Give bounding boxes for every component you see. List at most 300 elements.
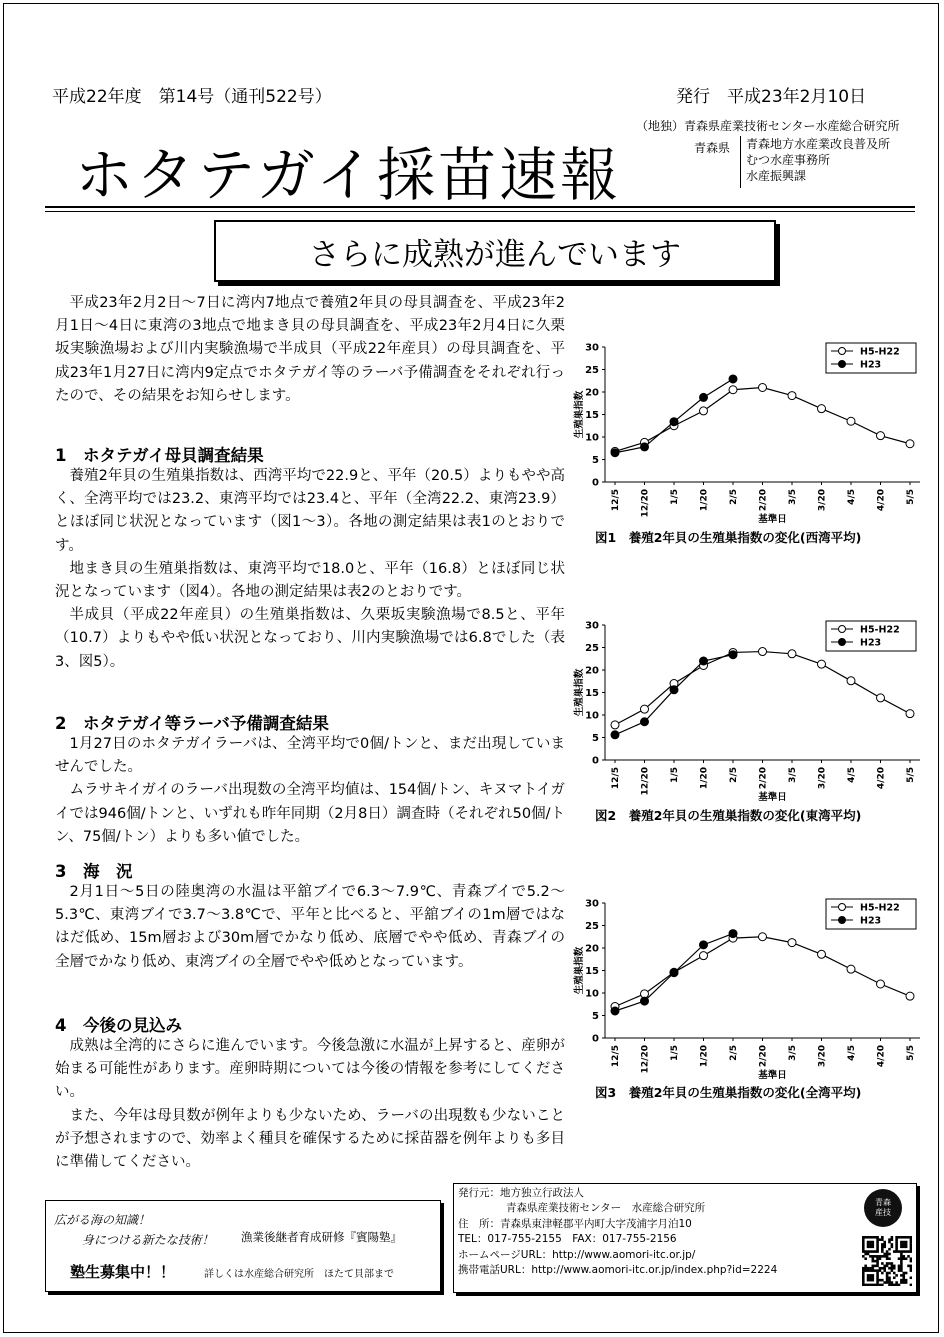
- qr-module: [888, 1241, 891, 1244]
- qr-module: [872, 1276, 875, 1279]
- org-bracket: [740, 136, 741, 188]
- qr-module: [900, 1260, 903, 1263]
- qr-module: [867, 1267, 870, 1270]
- y-tick-label: 20: [585, 943, 599, 955]
- x-axis-label: 基準日: [758, 792, 787, 803]
- qr-module: [898, 1284, 901, 1286]
- qr-module: [872, 1265, 875, 1268]
- qr-module: [867, 1284, 870, 1286]
- qr-module: [869, 1236, 872, 1239]
- qr-module: [905, 1257, 908, 1260]
- qr-module: [879, 1255, 882, 1258]
- data-point-H23: [670, 418, 678, 426]
- qr-module: [864, 1269, 867, 1272]
- y-tick-label: 25: [585, 365, 599, 376]
- qr-module: [902, 1274, 905, 1277]
- legend-label: H23: [860, 915, 882, 927]
- x-tick-label: 4/5: [847, 767, 857, 783]
- x-axis-label: 基準日: [758, 514, 787, 525]
- qr-module: [895, 1241, 898, 1244]
- section-heading: 2 ホタテガイ等ラーバ予備調査結果: [55, 714, 329, 733]
- qr-module: [900, 1246, 903, 1249]
- qr-module: [874, 1284, 877, 1286]
- qr-module: [881, 1248, 884, 1251]
- qr-module: [872, 1274, 875, 1277]
- qr-module: [876, 1236, 879, 1239]
- data-point-H5-H22: [847, 965, 855, 973]
- qr-module: [902, 1246, 905, 1249]
- qr-module: [874, 1236, 877, 1239]
- y-tick-label: 10: [585, 988, 599, 1000]
- qr-module: [881, 1267, 884, 1270]
- x-tick-label: 5/5: [906, 1045, 916, 1061]
- y-axis-label: 生殖巣指数: [574, 946, 585, 995]
- qr-module: [888, 1284, 891, 1286]
- qr-module: [869, 1267, 872, 1270]
- logo-text: 青森産技: [875, 1198, 891, 1217]
- qr-module: [867, 1236, 870, 1239]
- qr-module: [864, 1257, 867, 1260]
- qr-module: [869, 1274, 872, 1277]
- qr-module: [869, 1284, 872, 1286]
- qr-module: [883, 1246, 886, 1249]
- qr-module: [902, 1250, 905, 1253]
- qr-module: [910, 1269, 912, 1272]
- qr-module: [900, 1257, 903, 1260]
- qr-module: [867, 1274, 870, 1277]
- qr-module: [862, 1272, 865, 1275]
- data-point-H23: [729, 930, 737, 938]
- qr-module: [888, 1272, 891, 1275]
- qr-module: [910, 1241, 912, 1244]
- section-body: [55, 881, 565, 974]
- slogan-line-2: 身につける新たな技術！: [82, 1233, 214, 1247]
- data-point-H23: [729, 651, 737, 659]
- qr-module: [862, 1236, 865, 1239]
- legend-label: H23: [860, 359, 882, 371]
- data-point-H5-H22: [877, 980, 885, 988]
- qr-module: [872, 1257, 875, 1260]
- data-point-H23: [700, 657, 708, 665]
- y-tick-label: 5: [592, 1011, 599, 1022]
- qr-module: [910, 1238, 912, 1241]
- legend-label: H23: [860, 637, 882, 649]
- qr-module: [881, 1250, 884, 1253]
- data-point-H23: [700, 393, 708, 401]
- qr-module: [891, 1262, 894, 1265]
- qr-module: [879, 1257, 882, 1260]
- qr-module: [893, 1267, 896, 1270]
- legend-marker: [839, 639, 846, 646]
- x-tick-label: 5/5: [906, 767, 916, 783]
- qr-module: [886, 1281, 889, 1284]
- x-tick-label: 4/5: [847, 1045, 857, 1061]
- qr-module: [869, 1250, 872, 1253]
- qr-module: [876, 1262, 879, 1265]
- data-point-H23: [611, 1007, 619, 1015]
- data-point-H5-H22: [788, 650, 796, 658]
- paragraph: 半成貝（平成22年産貝）の生殖巣指数は、久栗坂実験漁場で8.5と、平年（10.7）よりもやや低い状況となっており、川内実験漁場では6.8でした（表3、図5）。: [55, 607, 565, 670]
- qr-module: [893, 1265, 896, 1268]
- qr-module: [876, 1272, 879, 1275]
- issue-number: 平成22年度 第14号（通刊522号）: [52, 87, 332, 107]
- qr-module: [876, 1238, 879, 1241]
- qr-module: [902, 1276, 905, 1279]
- qr-module: [910, 1276, 912, 1279]
- qr-module: [867, 1250, 870, 1253]
- qr-module: [881, 1284, 884, 1286]
- x-tick-label: 1/5: [670, 1045, 680, 1061]
- qr-module: [874, 1255, 877, 1258]
- qr-module: [898, 1265, 901, 1268]
- qr-module: [883, 1253, 886, 1256]
- chart-caption: 図1 養殖2年貝の生殖巣指数の変化(西湾平均): [595, 530, 862, 545]
- qr-module: [898, 1250, 901, 1253]
- issue-date: 発行 平成23年2月10日: [676, 87, 867, 107]
- paragraph: 2月1日～5日の陸奥湾の水温は平舘ブイで6.3～7.9℃、青森ブイで5.2～5.3℃、東湾ブイで3.7～3.8℃で、平年と比べると、平舘ブイの1m層ではなはだ低め、15m層および30m層でかなり低め、底層でやや低め、青森ブイの全層でかなり低め、東湾ブイの全層でやや低めとなっています。: [55, 884, 565, 970]
- org-prefecture: 青森県: [694, 141, 731, 155]
- paragraph: 養殖2年貝の生殖巣指数は、西湾平均で22.9と、平年（20.5）よりもやや高く、全湾平均では23.2、東湾平均では23.4と、平年（全湾22.2、東湾23.9）とほぼ同じ状況となっています（図1～3）。各地の測定結果は表1のとおりです。: [55, 468, 565, 554]
- qr-module: [876, 1257, 879, 1260]
- x-tick-label: 4/20: [876, 767, 887, 790]
- qr-module: [867, 1269, 870, 1272]
- qr-module: [876, 1255, 879, 1258]
- qr-module: [905, 1279, 908, 1282]
- qr-module: [883, 1255, 886, 1258]
- title-rule: [45, 206, 915, 208]
- y-tick-label: 0: [592, 1033, 599, 1045]
- qr-module: [886, 1262, 889, 1265]
- qr-module: [862, 1281, 865, 1284]
- qr-module: [881, 1272, 884, 1275]
- qr-module: [910, 1284, 912, 1286]
- legend-marker: [839, 917, 846, 924]
- qr-module: [872, 1241, 875, 1244]
- qr-module: [862, 1284, 865, 1286]
- qr-module: [895, 1248, 898, 1251]
- qr-module: [902, 1281, 905, 1284]
- x-tick-label: 1/20: [699, 767, 710, 790]
- qr-module: [900, 1269, 903, 1272]
- qr-module: [886, 1279, 889, 1282]
- qr-module: [891, 1243, 894, 1246]
- qr-module: [886, 1274, 889, 1277]
- series-line-H5-H22: [615, 937, 910, 1007]
- qr-module: [876, 1241, 879, 1244]
- qr-module: [869, 1255, 872, 1258]
- chart-caption: 図2 養殖2年貝の生殖巣指数の変化(東湾平均): [595, 808, 862, 823]
- qr-module: [905, 1281, 908, 1284]
- qr-module: [869, 1269, 872, 1272]
- x-tick-label: 12/5: [611, 1045, 621, 1068]
- paragraph: ムラサキイガイのラーバ出現数の全湾平均値は、154個/トン、キヌマトイガイでは946個/トンと、いずれも昨年同期（2月8日）調査時（それぞれ50個/トン、75個/トン）よりも多い値でした。: [55, 782, 565, 845]
- data-point-H5-H22: [700, 407, 708, 415]
- publisher-address: 住 所：青森県東津軽郡平内町大字茂浦字月泊10: [458, 1218, 692, 1230]
- qr-module: [874, 1250, 877, 1253]
- qr-module: [900, 1281, 903, 1284]
- chart-figure-2: [568, 613, 938, 828]
- x-tick-label: 1/5: [670, 489, 680, 505]
- x-tick-label: 1/20: [699, 489, 710, 512]
- qr-module: [864, 1253, 867, 1256]
- qr-module: [888, 1257, 891, 1260]
- x-tick-label: 1/5: [670, 767, 680, 783]
- publisher-phone: TEL：017-755-2155 FAX：017-755-2156: [458, 1233, 677, 1245]
- qr-module: [888, 1262, 891, 1265]
- qr-module: [891, 1269, 894, 1272]
- x-tick-label: 3/20: [817, 1045, 828, 1068]
- data-point-H23: [670, 686, 678, 694]
- legend-marker: [839, 361, 846, 368]
- qr-module: [910, 1260, 912, 1263]
- qr-module: [910, 1250, 912, 1253]
- qr-module: [872, 1260, 875, 1263]
- y-tick-label: 10: [585, 432, 599, 444]
- qr-module: [888, 1276, 891, 1279]
- data-point-H23: [700, 941, 708, 949]
- qr-module: [900, 1267, 903, 1270]
- data-point-H23: [641, 443, 649, 451]
- data-point-H5-H22: [847, 417, 855, 425]
- x-tick-label: 3/5: [788, 489, 798, 505]
- qr-module: [862, 1279, 865, 1282]
- qr-module: [872, 1250, 875, 1253]
- qr-module: [876, 1243, 879, 1246]
- x-axis-label: 基準日: [758, 1070, 787, 1081]
- qr-module: [907, 1236, 910, 1239]
- qr-module: [910, 1236, 912, 1239]
- x-tick-label: 2/5: [729, 767, 739, 783]
- data-point-H5-H22: [641, 705, 649, 713]
- qr-module: [902, 1236, 905, 1239]
- paragraph: また、今年は母貝数が例年よりも少ないため、ラーバの出現数も少ないことが予想されますので、効率よく種貝を確保するために採苗器を例年よりも多目に準備してください。: [55, 1107, 565, 1171]
- qr-module: [876, 1269, 879, 1272]
- qr-module: [895, 1281, 898, 1284]
- qr-module: [888, 1253, 891, 1256]
- intro-text: 平成23年2月2日～7日に湾内7地点で養殖2年貝の母貝調査を、平成23年2月1日～4日に東湾の3地点で地まき貝の母貝調査を、平成23年2月4日に久栗坂実験漁場および川内実験漁場で半成貝（平成22年産貝）の母貝調査を、平成23年1月27日に湾内9定点でホタテガイ等のラーバ予備調査をそれぞれ行ったので、その結果をお知らせします。: [55, 295, 565, 404]
- qr-module: [902, 1279, 905, 1282]
- qr-module: [900, 1274, 903, 1277]
- x-tick-label: 3/20: [817, 767, 828, 790]
- qr-module: [876, 1250, 879, 1253]
- qr-module: [893, 1272, 896, 1275]
- qr-module: [872, 1236, 875, 1239]
- y-tick-label: 30: [585, 898, 599, 910]
- qr-module: [876, 1265, 879, 1268]
- x-tick-label: 2/20: [758, 1045, 769, 1068]
- data-point-H5-H22: [906, 440, 914, 448]
- qr-module: [910, 1246, 912, 1249]
- chart-figure-3: [568, 891, 938, 1106]
- qr-module: [910, 1257, 912, 1260]
- qr-module: [862, 1274, 865, 1277]
- data-point-H23: [670, 969, 678, 977]
- publisher-name: 発行元：地方独立行政法人: [458, 1187, 584, 1199]
- qr-module: [867, 1279, 870, 1282]
- qr-module: [881, 1279, 884, 1282]
- section-heading: 4 今後の見込み: [55, 1016, 182, 1035]
- qr-module: [883, 1243, 886, 1246]
- data-point-H5-H22: [729, 386, 737, 394]
- data-point-H5-H22: [877, 432, 885, 440]
- data-point-H5-H22: [847, 677, 855, 685]
- legend-label: H5-H22: [860, 346, 900, 358]
- qr-code-icon[interactable]: [862, 1236, 912, 1286]
- y-tick-label: 20: [585, 665, 599, 677]
- qr-module: [881, 1246, 884, 1249]
- headline: さらに成熟が進んでいます: [214, 220, 776, 282]
- homepage-link[interactable]: ホームページURL：http://www.aomori-itc.or.jp/: [458, 1249, 696, 1261]
- y-tick-label: 30: [585, 620, 599, 632]
- recruit-detail: 詳しくは水産総合研究所 ほたて貝部まで: [204, 1269, 394, 1280]
- data-point-H5-H22: [700, 952, 708, 960]
- mobile-link[interactable]: 携帯電話URL：http://www.aomori-itc.or.jp/index.php?id=2224: [458, 1264, 778, 1276]
- qr-module: [893, 1276, 896, 1279]
- qr-module: [879, 1238, 882, 1241]
- qr-module: [872, 1284, 875, 1286]
- qr-module: [905, 1246, 908, 1249]
- qr-module: [895, 1284, 898, 1286]
- qr-module: [869, 1279, 872, 1282]
- qr-module: [886, 1257, 889, 1260]
- y-axis-label: 生殖巣指数: [574, 668, 585, 717]
- publisher-org: 青森県産業技術センター 水産総合研究所: [506, 1202, 706, 1214]
- y-tick-label: 0: [592, 477, 599, 489]
- qr-module: [862, 1255, 865, 1258]
- qr-module: [886, 1276, 889, 1279]
- page-title: ホタテガイ採苗速報: [75, 141, 622, 209]
- x-tick-label: 12/5: [611, 489, 621, 512]
- section-heading: 3 海 況: [55, 862, 133, 881]
- y-tick-label: 0: [592, 755, 599, 767]
- data-point-H5-H22: [788, 392, 796, 400]
- legend-marker: [839, 626, 846, 633]
- qr-module: [874, 1260, 877, 1263]
- qr-module: [862, 1238, 865, 1241]
- qr-module: [872, 1243, 875, 1246]
- qr-module: [886, 1253, 889, 1256]
- qr-module: [881, 1262, 884, 1265]
- qr-module: [910, 1248, 912, 1251]
- qr-module: [895, 1238, 898, 1241]
- qr-module: [862, 1241, 865, 1244]
- qr-module: [910, 1265, 912, 1268]
- qr-module: [883, 1241, 886, 1244]
- data-point-H5-H22: [906, 710, 914, 718]
- qr-module: [905, 1250, 908, 1253]
- qr-module: [864, 1267, 867, 1270]
- series-line-H23: [615, 379, 733, 453]
- x-tick-label: 12/20: [640, 489, 651, 518]
- data-point-H23: [641, 718, 649, 726]
- slogan-line-1: 広がる海の知識！: [54, 1213, 151, 1227]
- qr-module: [872, 1269, 875, 1272]
- qr-module: [888, 1267, 891, 1270]
- data-point-H5-H22: [818, 405, 826, 413]
- qr-module: [900, 1243, 903, 1246]
- qr-module: [867, 1276, 870, 1279]
- data-point-H5-H22: [759, 384, 767, 392]
- y-tick-label: 30: [585, 342, 599, 354]
- qr-module: [905, 1243, 908, 1246]
- data-point-H23: [611, 731, 619, 739]
- qr-module: [881, 1236, 884, 1239]
- qr-module: [862, 1248, 865, 1251]
- qr-module: [862, 1246, 865, 1249]
- recruit-banner: 塾生募集中！！: [70, 1263, 176, 1281]
- qr-module: [905, 1272, 908, 1275]
- qr-module: [891, 1281, 894, 1284]
- org-extension-office: 青森地方水産業改良普及所: [746, 137, 891, 151]
- qr-module: [876, 1260, 879, 1263]
- qr-module: [867, 1246, 870, 1249]
- y-tick-label: 10: [585, 710, 599, 722]
- x-tick-label: 4/5: [847, 489, 857, 505]
- qr-module: [864, 1250, 867, 1253]
- qr-module: [907, 1265, 910, 1268]
- paragraph: 地まき貝の生殖巣指数は、東湾平均で18.0と、平年（16.8）とほぼ同じ状況となっています（図4）。各地の測定結果は表2のとおりです。: [55, 560, 565, 601]
- qr-module: [900, 1253, 903, 1256]
- qr-module: [862, 1269, 865, 1272]
- intro-paragraph: [55, 292, 565, 408]
- qr-module: [900, 1279, 903, 1282]
- y-tick-label: 5: [592, 733, 599, 744]
- qr-module: [895, 1250, 898, 1253]
- school-program: 漁業後継者育成研修『賓陽塾』: [241, 1230, 402, 1244]
- qr-module: [907, 1255, 910, 1258]
- qr-module: [867, 1253, 870, 1256]
- qr-module: [867, 1243, 870, 1246]
- publisher-box: [453, 1183, 917, 1293]
- x-tick-label: 2/5: [729, 1045, 739, 1061]
- qr-module: [898, 1267, 901, 1270]
- qr-module: [895, 1246, 898, 1249]
- org-promotion-division: 水産振興課: [746, 169, 807, 183]
- y-tick-label: 5: [592, 455, 599, 466]
- qr-module: [910, 1267, 912, 1270]
- org-research-institute: （地独）青森県産業技術センター水産総合研究所: [636, 119, 900, 133]
- qr-module: [883, 1265, 886, 1268]
- qr-module: [886, 1255, 889, 1258]
- qr-module: [905, 1236, 908, 1239]
- qr-module: [864, 1265, 867, 1268]
- qr-module: [893, 1250, 896, 1253]
- qr-module: [876, 1284, 879, 1286]
- qr-module: [876, 1274, 879, 1277]
- x-tick-label: 3/20: [817, 489, 828, 512]
- paragraph: 1月27日のホタテガイラーバは、全湾平均で0個/トンと、まだ出現していませんでした。: [55, 736, 565, 776]
- data-point-H5-H22: [788, 939, 796, 947]
- data-point-H23: [729, 375, 737, 383]
- qr-module: [891, 1265, 894, 1268]
- legend-marker: [839, 904, 846, 911]
- legend-label: H5-H22: [860, 902, 900, 914]
- data-point-H5-H22: [818, 950, 826, 958]
- qr-module: [883, 1267, 886, 1270]
- qr-module: [891, 1238, 894, 1241]
- y-tick-label: 15: [585, 688, 599, 699]
- series-line-H5-H22: [615, 388, 910, 452]
- school-ad-box: [45, 1200, 441, 1292]
- qr-module: [902, 1272, 905, 1275]
- qr-module: [879, 1284, 882, 1286]
- qr-module: [872, 1255, 875, 1258]
- qr-module: [874, 1265, 877, 1268]
- qr-module: [895, 1243, 898, 1246]
- qr-module: [900, 1250, 903, 1253]
- x-tick-label: 2/20: [758, 489, 769, 512]
- qr-module: [895, 1274, 898, 1277]
